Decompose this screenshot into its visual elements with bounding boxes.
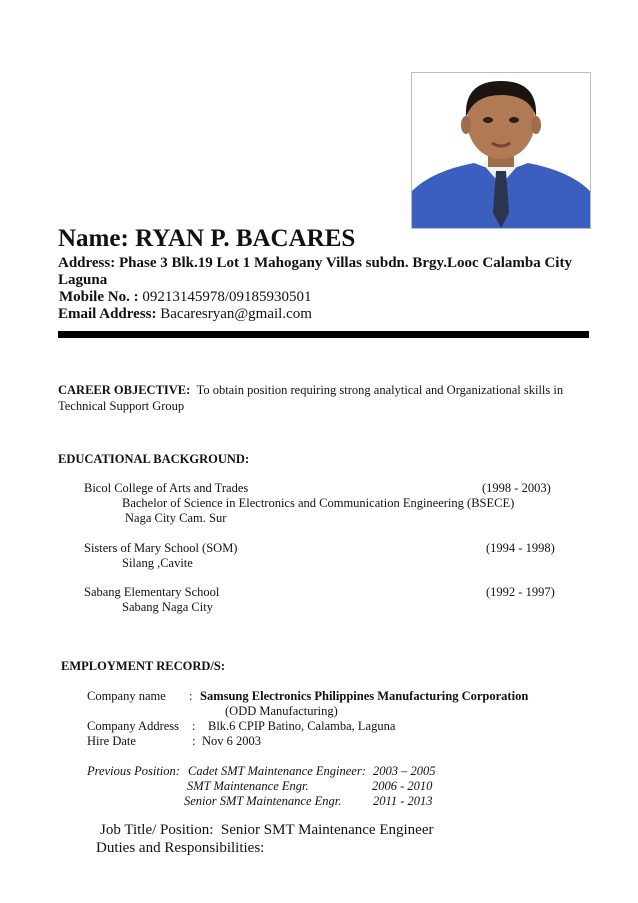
previous-position-label: Previous Position:: [87, 764, 180, 778]
company-name-colon: :: [189, 689, 193, 703]
previous-position-years: 2011 - 2013: [373, 794, 433, 808]
career-objective: CAREER OBJECTIVE: To obtain position requiring strong analytical and Organizational skills in Technical Support Group: [58, 383, 564, 413]
education-years: (1998 - 2003): [482, 481, 551, 495]
previous-position-title: Cadet SMT Maintenance Engineer:: [188, 764, 366, 778]
education-school: Bicol College of Arts and Trades: [84, 481, 249, 495]
education-location: Sabang Naga City: [122, 600, 213, 614]
profile-photo: [411, 72, 591, 229]
mobile-line: Mobile No. : 09213145978/09185930501: [59, 289, 312, 305]
hire-date-colon: :: [192, 734, 196, 748]
education-degree: Bachelor of Science in Electronics and Communication Engineering (BSECE): [122, 496, 515, 510]
employment-heading: EMPLOYMENT RECORD/S:: [61, 659, 226, 673]
education-school: Sisters of Mary School (SOM): [84, 541, 238, 555]
address-line: Address: Phase 3 Blk.19 Lot 1 Mahogany Villas subdn. Brgy.Looc Calamba City Laguna: [58, 255, 572, 288]
previous-position-title: Senior SMT Maintenance Engr.: [184, 794, 342, 808]
previous-position-years: 2006 - 2010: [372, 779, 433, 793]
education-years: (1994 - 1998): [486, 541, 555, 555]
header-divider: [58, 331, 589, 338]
education-school: Sabang Elementary School: [84, 585, 220, 599]
education-location: Silang ,Cavite: [122, 556, 193, 570]
education-heading: EDUCATIONAL BACKGROUND:: [58, 452, 250, 466]
candidate-name: Name: RYAN P. BACARES: [58, 225, 356, 252]
company-address-label: Company Address: [87, 719, 180, 733]
company-address-value: Blk.6 CPIP Batino, Calamba, Laguna: [208, 719, 396, 733]
hire-date-value: Nov 6 2003: [202, 734, 262, 748]
job-title-line: Job Title/ Position: Senior SMT Maintenance Engineer: [100, 822, 434, 838]
company-subdivision: (ODD Manufacturing): [225, 704, 338, 718]
email-line: Email Address: Bacaresryan@gmail.com: [58, 306, 312, 322]
education-location: Naga City Cam. Sur: [125, 511, 227, 525]
hire-date-label: Hire Date: [87, 734, 136, 748]
previous-position-title: SMT Maintenance Engr.: [187, 779, 309, 793]
profile-photo-illustration: [412, 73, 590, 228]
previous-position-years: 2003 – 2005: [373, 764, 436, 778]
duties-heading: Duties and Responsibilities:: [96, 840, 265, 856]
company-name-value: Samsung Electronics Philippines Manufacturing Corporation: [200, 689, 529, 703]
company-name-label: Company name: [87, 689, 166, 703]
company-address-colon: :: [192, 719, 196, 733]
education-years: (1992 - 1997): [486, 585, 555, 599]
